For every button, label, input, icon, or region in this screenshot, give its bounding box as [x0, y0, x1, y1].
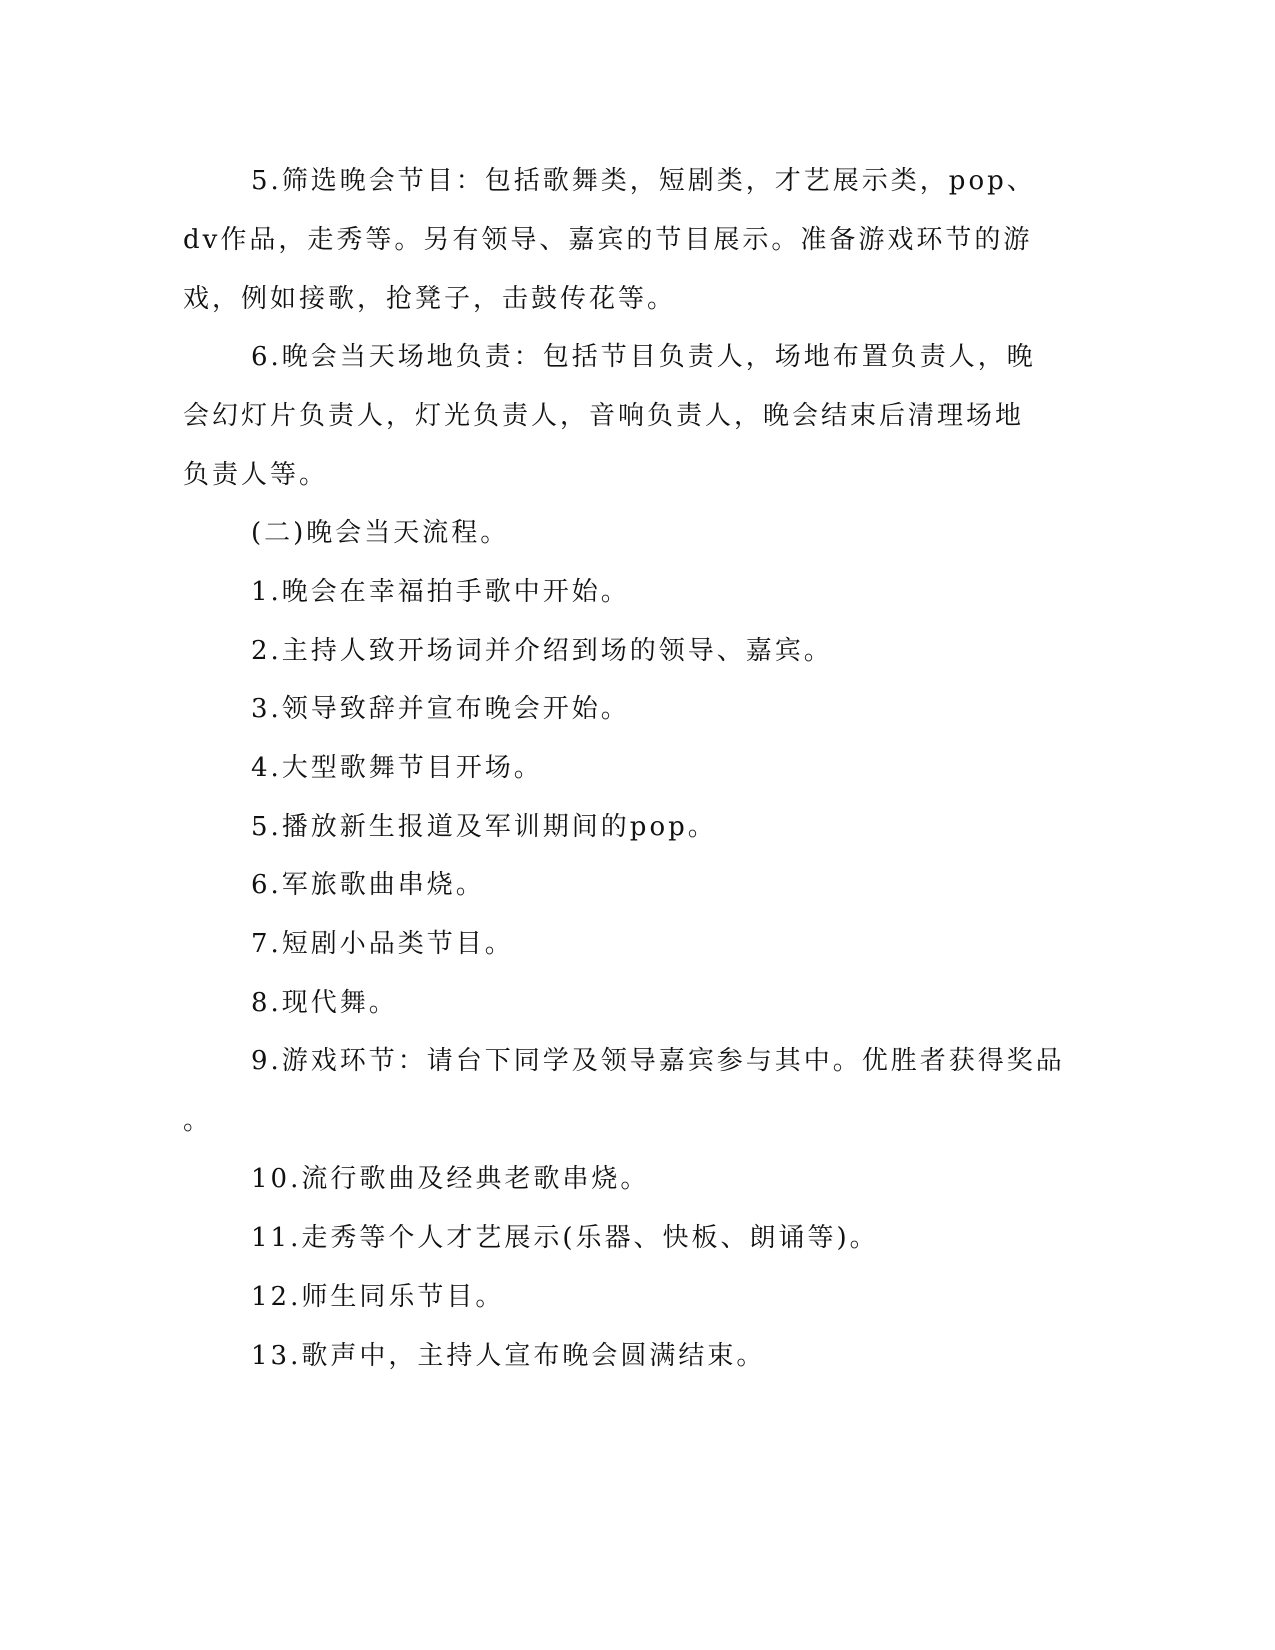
list-item: 12.师生同乐节目。 [251, 1282, 505, 1312]
list-item: 1.晚会在幸福拍手歌中开始。 [251, 577, 630, 607]
list-item: 7.短剧小品类节目。 [251, 929, 514, 959]
list-item: 10.流行歌曲及经典老歌串烧。 [251, 1164, 650, 1194]
wrapped-punctuation: 。 [183, 1106, 210, 1136]
list-item: 4.大型歌舞节目开场。 [251, 753, 543, 783]
list-item: 6.军旅歌曲串烧。 [251, 870, 485, 900]
paragraph-program-selection: 5.筛选晚会节目：包括歌舞类，短剧类，才艺展示类，pop、dv作品，走秀等。另有领导、嘉宾的节目展示。准备游戏环节的游戏，例如接歌，抢凳子，击鼓传花等。 [183, 166, 1036, 314]
list-item: 5.播放新生报道及军训期间的pop。 [251, 812, 717, 842]
section-heading: (二)晚会当天流程。 [251, 518, 510, 548]
list-item: 3.领导致辞并宣布晚会开始。 [251, 694, 630, 724]
list-item: 13.歌声中，主持人宣布晚会圆满结束。 [251, 1341, 766, 1371]
list-item: 2.主持人致开场词并介绍到场的领导、嘉宾。 [251, 636, 833, 666]
list-item: 8.现代舞。 [251, 988, 398, 1018]
list-item: 11.走秀等个人才艺展示(乐器、快板、朗诵等)。 [251, 1223, 879, 1253]
list-item: 9.游戏环节：请台下同学及领导嘉宾参与其中。优胜者获得奖品 [251, 1046, 1065, 1076]
paragraph-venue-responsibility: 6.晚会当天场地负责：包括节目负责人，场地布置负责人，晚会幻灯片负责人，灯光负责人，音响负责人，晚会结束后清理场地负责人等。 [183, 342, 1036, 490]
